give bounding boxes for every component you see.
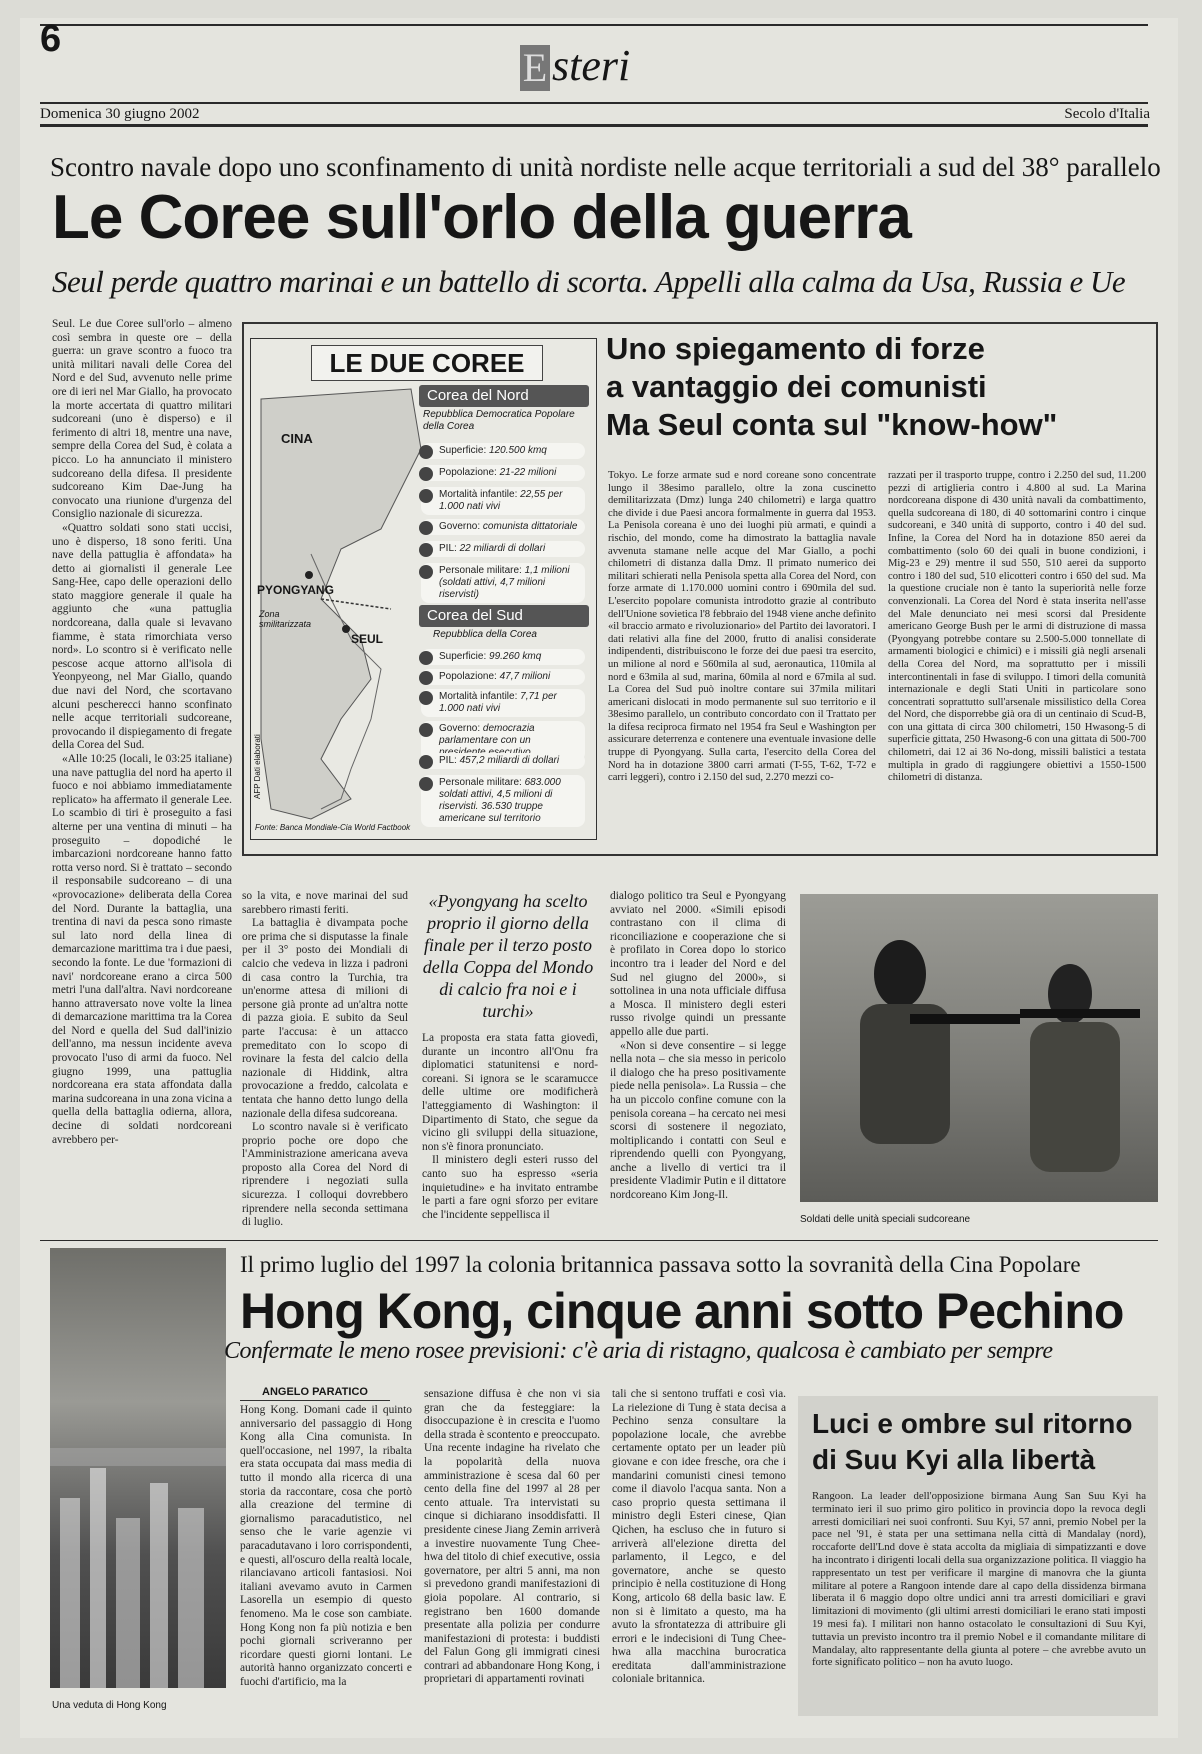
paragraph: «Alle 10:25 (locali, le 03:25 italiane) una nave pattuglia del nord ha aperto il fuoco e noi abbiamo immediatamente replicato» ha affermato il generale Lee. Lo scambio di tiri è proseguito a fasi alterne per una ventina di minuti – ha proseguito – dopodiché le imbarcazioni nordcoreane hanno fatto rotta verso nord. Si è trattato – secondo il responsabile sudcoreano – di una «provocazione» deliberata della Corea del Nord. Durante la battaglia, una trentina di navi da pesca sono rimaste sul lato nord della linea di demarcazione marittima tra i due paesi, secondo la fonte. Le due 'formazioni di navi' nordcoreane erano a circa 500 metri l'una dall'altra. Navi nordcoreane hanno attraversato nove volte la linea di demarcazione marittima tra la Corea del Nord e quella del Sud dall'inizio dell'anno, ma nessun incidente aveva provocato l'uso di armi da fuoco. Nel giugno 1999, una pattuglia nordcoreana era stata affondata dalla marina sudcoreana in una zona vicina a quella della battaglia odierna, allora, decine di soldati nordcoreani avrebbero per- bbox=[52, 753, 232, 1146]
main-kicker: Scontro navale dopo uno sconfinamento di unità nordiste nelle acque territoriali a sud del 38° parallelo bbox=[50, 152, 1161, 182]
paragraph: Lo scontro navale si è verificato proprio poche ore dopo che l'Amministrazione americana aveva proposto alla Corea del Nord di riprendere i negoziati sulla sicurezza. I colloqui dovrebbero riprendere nella seconda settimana di luglio. bbox=[242, 1121, 408, 1229]
stat-bullet-icon bbox=[419, 565, 433, 579]
label-china: CINA bbox=[281, 431, 313, 446]
stat-item: Personale militare: 1,1 milioni (soldati attivi, 4,7 milioni riservisti) bbox=[421, 563, 585, 603]
stat-item: Governo: democrazia parlamentare con un bbox=[421, 721, 585, 761]
hong-kong-photo-caption: Una veduta di Hong Kong bbox=[52, 1700, 167, 1711]
paragraph: razzati per il trasporto truppe, contro i 2.250 del sud, 11.200 pezzi di artiglieria contro i 4.800 al sud. La Marina nordcoreana dispone di 430 unità navali da combattimento, quella sudcoreana di 180, di 40 sottomarini contro i cinque sudcoreani, e 340 unità di supporto, contro i 40 del sud. Infine, la Corea del Nord ha in dotazione 850 aerei da combattimento (solo 60 dei quali in buone condizioni, i Mig-23 e 29) mentre il sud 550, 510 aerei da supporto contro i 180 del sud, 510 elicotteri contro i 650 del sud. Ma la questione cruciale non è tanto la superiorità nelle forze convenzionali. La Corea del Nord è stata inserita nell'asse del Male denunciato nei mesi scorsi dal Presidente americano George Bush per le armi di distruzione di massa (Pyongyang potrebbe contare su 2.500-5.000 tonnellate di armamenti biologici e chimici) e i missili già negli arsenali della Corea del Nord, ma soprattutto per i missili intercontinentali in fase di sviluppo. I timori della comunità internazionale e degli Stati Uniti in particolare sono concentrati soprattutto sull'arsenale missilistico della Corea del Nord, che disporrebbe già ora di un centinaio di Scud-B, con una gittata di circa 300 chilometri, 150 Hwasong-5 di superficie gittata, 250 Hwasong-6 con una gittata di 500-700 chilometri, dai 12 ai 36 No-dong, missili balistici a testata multipla in grado di raggiungere obiettivi a 1550-1500 chilometri di distanza. bbox=[888, 470, 1146, 784]
paragraph: La proposta era stata fatta giovedì, durante un incontro all'Onu fra diplomatici statunitensi e nord-coreani. Si ignora se le scaramucce delle ultime ore modificherà l'atteggiamento di Washington: il Dipartimento di Stato, che segue da vicino gli sviluppi della situazione, non s'è finora pronunciato. bbox=[422, 1032, 598, 1153]
suu-kyi-headline-line: di Suu Kyi alla libertà bbox=[812, 1444, 1096, 1475]
hk-kicker: Il primo luglio del 1997 la colonia britannica passava sotto la sovranità della Cina Popolare bbox=[240, 1252, 1081, 1277]
stat-item: Mortalità infantile: 22,55 per 1.000 nati vivi bbox=[421, 487, 585, 515]
hk-article-col1 bbox=[240, 1404, 412, 1714]
paragraph: «Non si deve consentire – si legge nella nota – che sia messo in pericolo il dialogo che ha preso positivamente piede nella penisola». La Russia – che ha un piccolo confine comune con la penisola coreana – ha cercato nei mesi scorsi di sostenere il negoziato, moltiplicando i contatti con Seul e riprendendo quelli con Pyongyang, anche a livello di vertici tra il presidente Vladimir Putin e il dittatore nordcoreano Kim Jong-Il. bbox=[610, 1039, 786, 1202]
masthead-rule-2 bbox=[40, 124, 1148, 127]
section-rest: steri bbox=[552, 41, 631, 90]
paragraph: Tokyo. Le forze armate sud e nord coreane sono concentrate lungo il 38esimo parallelo, oltre la zona cuscinetto demilitarizzata (Dmz) lunga 240 chilometri) e larga quattro che divide i due Paesi ancora formalmente in guerra dal 1953. La Penisola coreana è uno dei luoghi più armati, e quindi a rischio, del mondo, come ha dimostrato la battaglia navale avvenuta stamane nelle acque del Mar Giallo, a pochi chilometri di distanza dalla Dmz. Il primato numerico dei militari schierati nella Penisola spetta alla Corea del Nord, con forze armate di 1.170.000 uomini contro i 690mila del sud. L'esercito popolare comunista introdotto grazie al contributo dell'Unione sovietica l'8 febbraio del 1948 viene anche definito «il braccio armato e rivoluzionario» del Partito dei lavoratori. I dati relativi alla fine del 2000, frutto di analisi considerate indipendenti, distribuiscono le forze dei due paesi tra esercito, un milione al nord e 560mila al sud, aeronautica, 110mila al nord e 63mila al sud, marina, 60mila al nord e 67mila al sud. La Corea del Sud può inoltre contare sui 37mila militari americani dislocati in modo permanente sul suo territorio e il 38esimo parallelo, un contributo concordato con il Trattato per la difesa reciproca firmato nel 1954 fra Seul e Washington per assicurare deterrenza e contenere una eventuale invasione delle truppe di Pyongyang. Sulla carta, l'esercito della Corea del Nord ha in dotazione 3800 carri armati (T-55, T-62, T-72 e carri leggeri), contro i 2.150 del sud, 2.270 mezzi co- bbox=[608, 470, 876, 784]
stat-bullet-icon bbox=[419, 777, 433, 791]
soldiers-photo-caption: Soldati delle unità speciali sudcoreane bbox=[800, 1214, 971, 1225]
stat-item: Governo: comunista dittatoriale bbox=[421, 519, 585, 535]
suu-kyi-article bbox=[812, 1490, 1146, 1712]
sidebar-headline-line: Ma Seul conta sul "know-how" bbox=[606, 407, 1058, 442]
main-subheadline: Seul perde quattro marinai e un battello di scorta. Appelli alla calma da Usa, Russia e Ue bbox=[52, 264, 1126, 299]
issue-date: Domenica 30 giugno 2002 bbox=[40, 106, 200, 122]
stat-bullet-icon bbox=[419, 671, 433, 685]
main-headline: Le Coree sull'orlo della guerra bbox=[52, 183, 911, 252]
sidebar-headline bbox=[606, 330, 1057, 444]
paragraph: La battaglia è divampata poche ore prima che si disputasse la finale per il 3° posto dei Mondiali di calcio che vedeva in lizza i padroni di casa contro la Turchia, tra un'enorme attesa di milioni di persone già pronte ad un'altra notte di pazza gioia. E subito da Seul parte l'accusa: è un attacco premeditato con lo scopo di rovinare la festa del calcio della nazionale di Hiddink, altra provocazione a freddo, calcolata e tentata che hanno detto lungo della nazionale della difesa sudcoreana. bbox=[242, 917, 408, 1120]
section-rule bbox=[40, 1240, 1158, 1241]
north-official-name: Repubblica Democratica Popolare della Corea bbox=[423, 409, 575, 432]
stat-bullet-icon bbox=[419, 521, 433, 535]
hk-subheadline: Confermate le meno rosee previsioni: c'è aria di ristagno, qualcosa è cambiato per sempre bbox=[224, 1338, 1053, 1364]
north-korea-band: Corea del Nord bbox=[419, 385, 589, 407]
sidebar-headline-line: Uno spiegamento di forze bbox=[606, 331, 985, 366]
hong-kong-skyline bbox=[50, 1248, 226, 1688]
stat-bullet-icon bbox=[419, 489, 433, 503]
hk-headline: Hong Kong, cinque anni sotto Pechino bbox=[240, 1283, 1124, 1339]
paragraph: sensazione diffusa è che non vi sia gran che da festeggiare: la disoccupazione è in crescita e l'uomo della strada è scontento e preoccupato. Una recente indagine ha rivelato che la popolarità della nuova amministrazione è scesa dal 60 per cento della fine del 1997 al 28 per cento attuale. Tra intervistati su cinque si dichiarano insoddisfatti. Il presidente cinese Jiang Zemin arriverà a investire nuovamente Tung Chee-hwa del titolo di chief executive, ossia governatore, per altri 5 anni, ma non si prevedono grandi manifestazioni di gioia popolare. Al contrario, si registrano ben 1600 domande presentate alla polizia per condurre manifestazioni di protesta: i buddisti del Falun Gong gli immigrati cinesi contrari ad abbandonare Hong Kong, i proprietari di appartamenti rovinati bbox=[424, 1388, 600, 1686]
pull-quote: «Pyongyang ha scelto proprio il giorno della finale per il terzo posto della Coppa del Mondo di calcio fra noi e i turchi» bbox=[422, 891, 594, 1021]
stat-item: Superficie: 120.500 kmq bbox=[421, 443, 585, 459]
soldiers-illustration bbox=[800, 894, 1158, 1202]
section-title bbox=[520, 40, 630, 91]
stat-item: Superficie: 99.260 kmq bbox=[421, 649, 585, 665]
stat-item: PIL: 22 miliardi di dollari bbox=[421, 541, 585, 557]
hk-article-col2 bbox=[424, 1388, 600, 1714]
sidebar-headline-line: a vantaggio dei comunisti bbox=[606, 369, 987, 404]
paragraph: Il ministero degli esteri russo del canto suo ha espresso «seria inquietudine» e ha invitato entrambe le parti a fare ogni sforzo per evitare che l'incidente seppellisca il bbox=[422, 1154, 598, 1221]
main-article-col3 bbox=[422, 1032, 598, 1220]
south-korea-band: Corea del Sud bbox=[419, 605, 589, 627]
hong-kong-photo bbox=[50, 1248, 226, 1688]
stat-item: Popolazione: 21-22 milioni bbox=[421, 465, 585, 481]
paragraph: dialogo politico tra Seul e Pyongyang avviato nel 2000. «Simili episodi contrastano con il clima di riconciliazione e cooperazione che si è profilato in Corea dopo lo storico incontro tra i leader del Nord e del Sud nel giugno del 2000», si sottolinea in una nota ufficiale diffusa a Mosca. Il ministero degli esteri russo rivolge quindi un pressante appello alle due parti. bbox=[610, 890, 786, 1038]
paragraph: Seul. Le due Coree sull'orlo – almeno così sembra in queste ore – della guerra: un grave scontro a fuoco tra unità militari navali delle Corea del Nord e del Sud, avvenuto nelle prime ore di ieri nel Mar Giallo, ha provocato la morte accertata di quattro militari sudcoreani (uno è disperso) e il ferimento di altri 18, mentre una nave, sempre della Corea del Sud, è colata a picco. Lo ha annunciato il ministero sudcoreano della difesa. Il presidente sudcoreano Kim Dae-Jung ha convocato una riunione d'urgenza del Consiglio nazionale di sicurezza. bbox=[52, 318, 232, 521]
main-article-col4 bbox=[610, 890, 786, 1220]
stat-bullet-icon bbox=[419, 755, 433, 769]
stat-item: Popolazione: 47,7 milioni bbox=[421, 669, 585, 685]
infographic-title: LE DUE COREE bbox=[311, 345, 543, 381]
paragraph: Hong Kong. Domani cade il quinto anniversario del passaggio di Hong Kong alla Cina comunista. In quell'occasione, nel 1997, la ribalta era stata occupata dai mass media di tutto il mondo alla ricerca di una storia da raccontare, cosa che portò alla creazione del termine di giornalismo paracadutistico, nel senso che le varie agenzie vi paracadutavano i loro corrispondenti, e questi, all'oscuro della realtà locale, rilanciavano articoli fantasiosi. Noi italiani avevamo avuto in Carmen Lasorella un esempio di questo fenomeno. Ma le cose son cambiate. Hong Kong non fa più notizia e ben pochi giornali scriveranno per ricordare questi giorni lontani. Le autorità hanno organizzato concerti e fuochi d'artificio, ma la bbox=[240, 1404, 412, 1688]
stat-bullet-icon bbox=[419, 543, 433, 557]
main-article-col1 bbox=[52, 318, 232, 1238]
stat-bullet-icon bbox=[419, 651, 433, 665]
stat-bullet-icon bbox=[419, 445, 433, 459]
stat-item: PIL: 457,2 miliardi di dollari bbox=[421, 753, 585, 769]
label-seoul: SEUL bbox=[351, 632, 384, 646]
newspaper-name: Secolo d'Italia bbox=[1064, 106, 1150, 122]
stat-bullet-icon bbox=[419, 723, 433, 737]
infographic-credit: AFP Dati elaborati bbox=[253, 734, 262, 799]
label-dmz: Zona smilitarizzata bbox=[259, 609, 312, 629]
soldiers-photo bbox=[800, 894, 1158, 1202]
south-official-name: Repubblica della Corea bbox=[433, 629, 537, 640]
sidebar-article-col1 bbox=[608, 470, 876, 848]
korea-infographic bbox=[250, 338, 597, 840]
suu-kyi-headline bbox=[812, 1406, 1132, 1478]
stat-item: Mortalità infantile: 7,71 per 1.000 nati vivi bbox=[421, 689, 585, 717]
paragraph: Rangoon. La leader dell'opposizione birmana Aung San Suu Kyi ha terminato ieri il suo primo giro politico in provincia dopo la revoca degli arresti domiciliari nei suoi confronti. Suu Kyi, 57 anni, premio Nobel per la pace nel '91, è stata per una settimana nella città di Mandalay (nord), roccaforte dell'Lnd dove è stata accolta da migliaia di simpatizzanti e dove ha incontrato i dirigenti locali della sua organizzazione politica. Il viaggio ha rappresentato un test per verificare il margine di manovra che la giunta militare al potere a Rangoon intende dare al capo della dissidenza birmana liberata il 6 maggio dopo oltre undici anni tra arresti domiciliari e gravi limitazioni di movimento (gli ultimi arresti domiciliari le erano stati imposti 19 mesi fa). I militari non hanno ostacolato le consultazioni di Suu Kyi, tuttavia un previsto incontro tra il premio Nobel e il comandante militare di Mandalay, alto rappresentante della giunta al potere – che avrebbe avuto un forte significato politico – non ha avuto luogo. bbox=[812, 1490, 1146, 1669]
infographic-source: Fonte: Banca Mondiale-Cia World Factbook bbox=[255, 823, 411, 832]
page-number: 6 bbox=[40, 18, 62, 60]
hk-byline: ANGELO PARATICO bbox=[240, 1386, 390, 1401]
section-initial: E bbox=[520, 45, 550, 91]
label-pyongyang: PYONGYANG bbox=[257, 583, 334, 597]
sidebar-article-col2 bbox=[888, 470, 1146, 848]
stat-bullet-icon bbox=[419, 467, 433, 481]
stat-bullet-icon bbox=[419, 691, 433, 705]
stat-item: Personale militare: 683.000 soldati attivi, 4,5 milioni di riservisti. 36.530 truppe americane sul territorio bbox=[421, 775, 585, 827]
paragraph: so la vita, e nove marinai del sud sarebbero rimasti feriti. bbox=[242, 890, 408, 916]
paragraph: tali che si sentono truffati e così via. La rielezione di Tung è stata decisa a Pechino senza consultare la popolazione locale, che avrebbe certamente optato per un leader più giovane e con idee fresche, ora che i mandarini comunisti cinesi temono come il diavolo l'acqua santa. Non a caso proprio questa settimana il ministro degli Esteri cinese, Qian Qichen, ha escluso che in futuro si arriverà all'elezione diretta del parlamento, il Legco, e del governatore, anche se questo principio è nella costituzione di Hong Kong, articolo 68 della basic law. E non si è limitato a questo, ma ha avuto la sfrontatezza di attribuire gli errori e le indecisioni di Tung Chee-hwa alla macchina burocratica ereditata dall'amministrazione coloniale britannica. bbox=[612, 1388, 786, 1686]
suu-kyi-headline-line: Luci e ombre sul ritorno bbox=[812, 1408, 1133, 1439]
top-rule bbox=[40, 24, 1148, 26]
masthead-rule bbox=[40, 102, 1148, 104]
hk-article-col3 bbox=[612, 1388, 786, 1714]
paragraph: «Quattro soldati sono stati uccisi, uno è disperso, 18 sono feriti. Una nave della pattuglia è affondata» ha detto ai giornalisti il generale Lee Sang-Hee, capo delle operazioni dello stato maggiore generale il quale ha aggiunto che «una pattuglia nordcoreana, dalla quale si levavano fiamme, è stata rimorchiata verso nord». Lo scontro si è verificato nelle pescose acque attorno all'isola di Yeonpyeong, nel Mar Giallo, quando due navi del Nord, che scortavano alcuni pescherecci hanno sconfinato nelle acque territoriali sudcoreane, provocando il dispiegamento di fregate della Corea del Sud. bbox=[52, 521, 232, 752]
main-article-col2 bbox=[242, 890, 408, 1229]
